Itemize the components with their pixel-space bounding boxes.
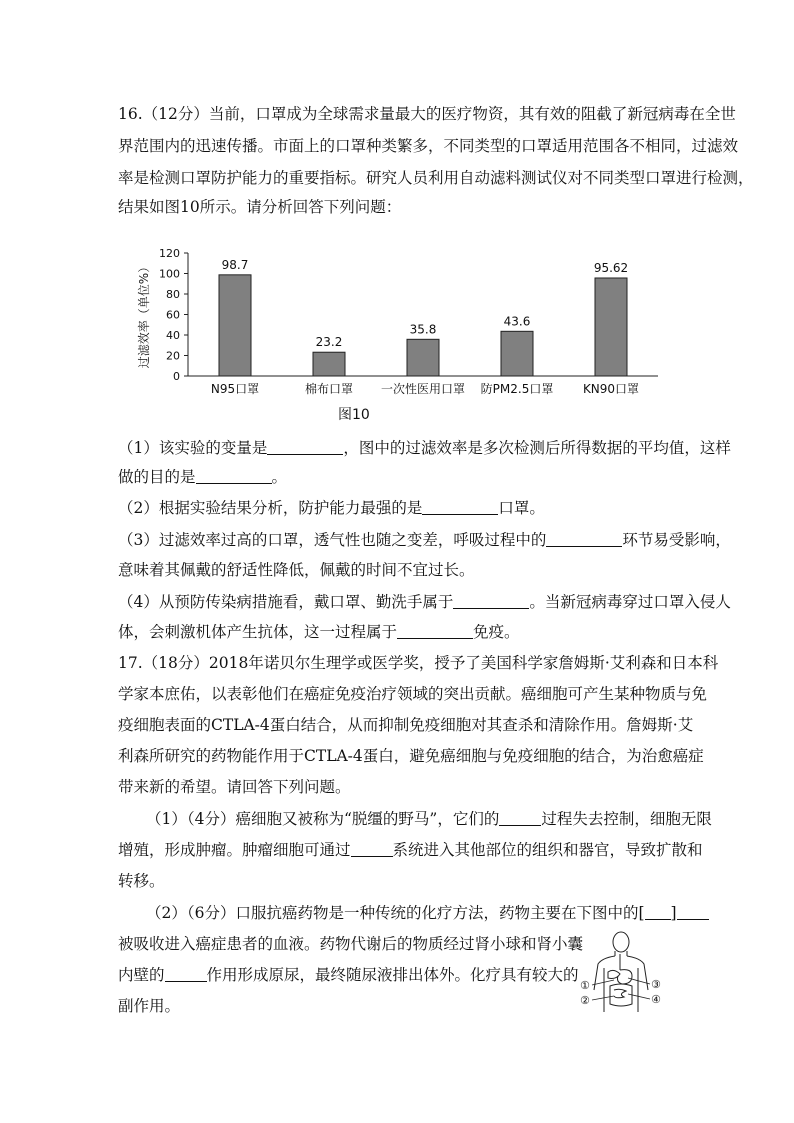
q17-intro-line-4: 利森所研究的药物能作用于CTLA-4蛋白，避免癌细胞与免疫细胞的结合，为治愈癌症	[118, 747, 704, 765]
q16-sub1-text-b: ，图中的过滤效率是多次检测后所得数据的平均值，这样	[343, 439, 731, 457]
y-axis-label: 过滤效率（单位%）	[137, 260, 151, 369]
q16-sub3-line-2: 意味着其佩戴的舒适性降低，佩戴的时间不宜过长。	[118, 561, 475, 579]
small-intestine	[614, 989, 626, 998]
liver	[608, 970, 620, 978]
q17-sub2-text-b: ]	[670, 904, 677, 922]
y-tick-label: 80	[166, 288, 180, 301]
pointer-line-4	[628, 994, 650, 999]
answer-blank[interactable]	[267, 439, 343, 455]
q17-sub1-line-3: 转移。	[118, 872, 165, 890]
q16-sub2-text-b: 口罩。	[498, 499, 545, 517]
q16-sub4-line-2	[118, 622, 520, 642]
q17-sub2-text-d: 内壁的	[118, 966, 165, 984]
bar-value-label: 23.2	[315, 335, 343, 350]
category-label: 棉布口罩	[304, 382, 354, 396]
figure-caption-10: 图10	[338, 407, 370, 423]
answer-blank-number[interactable]	[645, 904, 671, 920]
q16-sub3-line-1	[118, 530, 731, 550]
q16-sub4-text-c: 体，会刺激机体产生抗体，这一过程属于	[118, 623, 398, 641]
human-body-figure	[574, 928, 670, 1020]
y-tick-label: 0	[173, 370, 180, 383]
q16-sub1-text-c: 做的目的是	[118, 468, 196, 486]
q16-intro-line-1: 16.（12分）当前，口罩成为全球需求量最大的医疗物资，其有效的阻截了新冠病毒在全世	[118, 105, 736, 123]
y-tick-label: 20	[166, 349, 180, 363]
label-4: ④	[651, 993, 661, 1006]
pointer-line-2	[592, 996, 614, 1000]
filtration-bar-chart	[130, 245, 660, 405]
answer-blank[interactable]	[397, 623, 473, 639]
answer-blank[interactable]	[453, 593, 529, 609]
bar	[313, 352, 345, 376]
q16-sub3-text-a: （3）过滤效率过高的口罩，透气性也随之变差，呼吸过程中的	[118, 531, 547, 549]
q17-sub2-line-2: 被吸收进入癌症患者的血液。药物代谢后的物质经过肾小球和肾小囊	[118, 935, 584, 953]
head-outline	[613, 932, 629, 952]
answer-blank[interactable]	[677, 904, 709, 920]
q16-intro-line-4: 结果如图10所示。请分析回答下列问题：	[118, 198, 402, 216]
label-3: ③	[651, 978, 661, 991]
category-label: 防PM2.5口罩	[480, 382, 554, 396]
bar-value-label: 35.8	[409, 322, 437, 337]
answer-blank[interactable]	[422, 499, 498, 515]
large-intestine	[610, 984, 632, 1006]
answer-blank[interactable]	[499, 810, 541, 826]
q16-sub4-line-1	[118, 592, 731, 612]
y-tick-label: 40	[166, 329, 180, 342]
q16-intro-line-2: 界范围内的迅速传播。市面上的口罩种类繁多，不同类型的口罩适用范围各不相同，过滤效	[118, 137, 739, 155]
q16-sub1-text-d: 。	[271, 468, 288, 486]
q16-sub1-line-1	[118, 438, 731, 458]
q17-sub2-text-e: 作用形成原尿，最终随尿液排出体外。化疗具有较大的	[206, 966, 579, 984]
q17-sub1-line-1	[146, 809, 712, 829]
bar-value-label: 95.62	[593, 260, 629, 275]
q17-sub1-text-b: 过程失去控制，细胞无限	[541, 810, 712, 828]
category-label: 一次性医用口罩	[380, 382, 466, 396]
bar	[407, 339, 439, 376]
q16-intro-line-3: 率是检测口罩防护能力的重要指标。研究人员利用自动滤料测试仪对不同类型口罩进行检测，	[118, 169, 754, 187]
q17-intro-line-1: 17.（18分）2018年诺贝尔生理学或医学奖，授予了美国科学家詹姆斯·艾利森和日本科	[118, 654, 719, 672]
answer-blank[interactable]	[196, 468, 272, 484]
y-tick-label: 120	[159, 247, 180, 260]
bar-value-label: 43.6	[503, 314, 531, 329]
bar	[219, 275, 251, 376]
q17-sub2-line-4: 副作用。	[118, 997, 181, 1015]
answer-blank[interactable]	[165, 966, 207, 982]
bar-value-label: 98.7	[221, 257, 249, 272]
category-label: KN90口罩	[582, 382, 640, 396]
stomach	[618, 970, 633, 984]
q16-sub1-line-2	[118, 467, 287, 487]
q16-sub4-text-d: 免疫。	[473, 623, 520, 641]
y-tick-label: 100	[159, 267, 180, 281]
torso-outline	[604, 968, 638, 1012]
bar	[595, 278, 627, 376]
q17-sub2-line-1	[146, 903, 709, 923]
q17-intro-line-3: 疫细胞表面的CTLA-4蛋白结合，从而抑制免疫细胞对其查杀和清除作用。詹姆斯·艾	[118, 716, 694, 734]
y-tick-label: 60	[166, 308, 180, 322]
label-2: ②	[580, 994, 590, 1007]
q17-sub2-text-a: （2）（6分）口服抗癌药物是一种传统的化疗方法，药物主要在下图中的[	[146, 904, 645, 922]
q17-sub2-line-3	[118, 965, 579, 985]
bar	[501, 331, 533, 376]
q16-sub1-text-a: （1）该实验的变量是	[118, 439, 268, 457]
q16-sub2-line	[118, 498, 545, 518]
answer-blank[interactable]	[351, 841, 393, 857]
shoulder-outline	[594, 956, 648, 990]
q17-intro-line-2: 学家本庶佑，以表彰他们在癌症免疫治疗领域的突出贡献。癌细胞可产生某种物质与免	[118, 685, 708, 703]
q17-sub1-text-c: 增殖，形成肿瘤。肿瘤细胞可通过	[118, 841, 351, 859]
q16-sub3-text-b: 环节易受影响，	[622, 531, 731, 549]
q16-sub2-text-a: （2）根据实验结果分析，防护能力最强的是	[118, 499, 423, 517]
answer-blank[interactable]	[546, 531, 622, 547]
q16-sub4-text-b: 。当新冠病毒穿过口罩入侵人	[529, 593, 731, 611]
q16-sub4-text-a: （4）从预防传染病措施看，戴口罩、勤洗手属于	[118, 593, 454, 611]
label-1: ①	[580, 979, 590, 992]
q17-intro-line-5: 带来新的希望。请回答下列问题。	[118, 778, 351, 796]
q17-sub1-text-d: 系统进入其他部位的组织和器官，导致扩散和	[392, 841, 703, 859]
category-label: N95口罩	[210, 382, 260, 396]
q17-sub1-text-a: （1）（4分）癌细胞又被称为“脱缰的野马”，它们的	[146, 810, 500, 828]
q17-sub1-line-2	[118, 840, 703, 860]
